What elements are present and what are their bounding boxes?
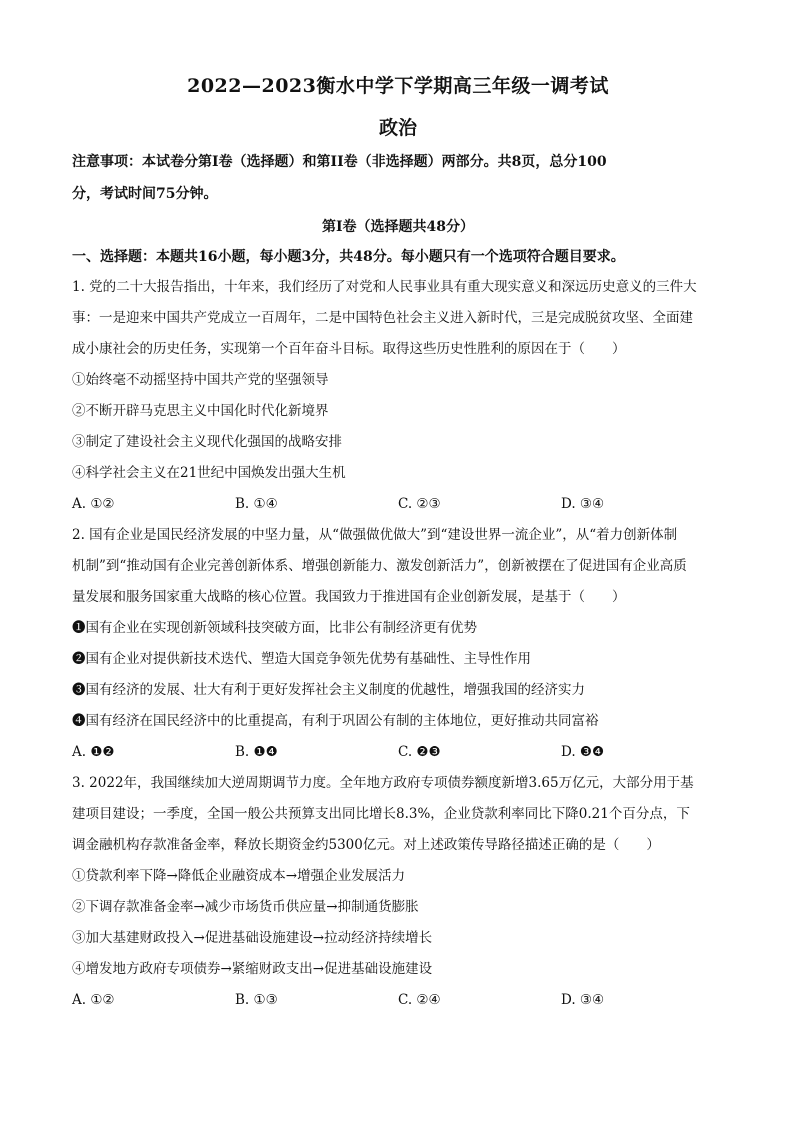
answer-choice-a: A. ①② xyxy=(72,992,115,1008)
answer-choice-c: C. ❷❸ xyxy=(398,744,441,760)
statement-option: ❹国有经济在国民经济中的比重提高，有利于巩固公有制的主体地位，更好推动共同富裕 xyxy=(72,713,599,729)
question-stem xyxy=(72,520,724,613)
answer-choice-b: B. ❶❹ xyxy=(235,744,278,760)
exam-subject: 政治 xyxy=(378,117,417,139)
answer-choice-a: A. ①② xyxy=(72,496,115,512)
stem-line: 量发展和服务国家重大战略的核心位置。我国致力于推进国有企业创新发展，是基于（ ） xyxy=(72,589,626,605)
statement-option: ④科学社会主义在21世纪中国焕发出强大生机 xyxy=(72,465,346,481)
answer-choices xyxy=(72,985,724,1016)
answer-choice-b: B. ①③ xyxy=(235,992,278,1008)
stem-line: 事：一是迎来中国共产党成立一百周年，二是中国特色社会主义进入新时代，三是完成脱贫攻坚、全面建 xyxy=(72,310,693,326)
statement-option: ②不断开辟马克思主义中国化时代化新境界 xyxy=(72,403,329,419)
stem-line: 3. 2022年，我国继续加大逆周期调节力度。全年地方政府专项债券额度新增3.65万亿元，大部分用于基 xyxy=(72,775,694,791)
statement-option: ❶国有企业在实现创新领域科技突破方面，比非公有制经济更有优势 xyxy=(72,620,477,636)
answer-choice-c: C. ②③ xyxy=(398,496,441,512)
stem-line: 建项目建设；一季度，全国一般公共预算支出同比增长8.3%，企业贷款利率同比下降0.21个百分点，下 xyxy=(72,806,690,822)
notice-line: 分，考试时间75分钟。 xyxy=(72,186,218,202)
statement-option: ④增发地方政府专项债券→紧缩财政支出→促进基础设施建设 xyxy=(72,961,433,977)
answer-choice-d: D. ③④ xyxy=(561,496,605,512)
answer-choice-c: C. ②④ xyxy=(398,992,441,1008)
answer-choice-a: A. ❶❷ xyxy=(72,744,115,760)
statement-option: ③制定了建设社会主义现代化强国的战略安排 xyxy=(72,434,342,450)
question-stem xyxy=(72,768,724,861)
statement-option: ①始终毫不动摇坚持中国共产党的坚强领导 xyxy=(72,372,329,388)
statement-option: ❸国有经济的发展、壮大有利于更好发挥社会主义制度的优越性，增强我国的经济实力 xyxy=(72,682,585,698)
notice-block xyxy=(72,146,724,210)
section-title: 第I卷（选择题共48分） xyxy=(321,219,475,235)
question-stem xyxy=(72,272,724,365)
question-2 xyxy=(72,520,724,768)
statement-option: ①贷款利率下降→降低企业融资成本→增强企业发展活力 xyxy=(72,868,406,884)
stem-line: 1. 党的二十大报告指出，十年来，我们经历了对党和人民事业具有重大现实意义和深远历史意义的三件大 xyxy=(72,279,697,295)
statement-option: ③加大基建财政投入→促进基础设施建设→拉动经济持续增长 xyxy=(72,930,433,946)
statement-option: ②下调存款准备金率→减少市场货币供应量→抑制通货膨胀 xyxy=(72,899,419,915)
exam-title: 2022—2023衡水中学下学期高三年级一调考试 xyxy=(187,75,609,97)
answer-choices xyxy=(72,489,724,520)
stem-line: 成小康社会的历史任务，实现第一个百年奋斗目标。取得这些历史性胜利的原因在于（ ） xyxy=(72,341,626,357)
stem-line: 2. 国有企业是国民经济发展的中坚力量，从“做强做优做大”到“建设世界一流企业”，从“着力创新体制 xyxy=(72,527,678,543)
question-1 xyxy=(72,272,724,520)
part-heading: 一、选择题：本题共16小题，每小题3分，共48分。每小题只有一个选项符合题目要求。 xyxy=(72,249,625,265)
notice-line: 注意事项：本试卷分第I卷（选择题）和第II卷（非选择题）两部分。共8页，总分100 xyxy=(72,154,607,170)
answer-choice-d: D. ❸❹ xyxy=(561,744,605,760)
question-3 xyxy=(72,768,724,1016)
stem-line: 机制”到“推动国有企业完善创新体系、增强创新能力、激发创新活力”，创新被摆在了促进国有企业高质 xyxy=(72,558,687,574)
answer-choices xyxy=(72,737,724,768)
answer-choice-d: D. ③④ xyxy=(561,992,605,1008)
stem-line: 调金融机构存款准备金率，释放长期资金约5300亿元。对上述政策传导路径描述正确的是（ ） xyxy=(72,837,660,853)
answer-choice-b: B. ①④ xyxy=(235,496,278,512)
statement-option: ❷国有企业对提供新技术迭代、塑造大国竞争领先优势有基础性、主导性作用 xyxy=(72,651,531,667)
